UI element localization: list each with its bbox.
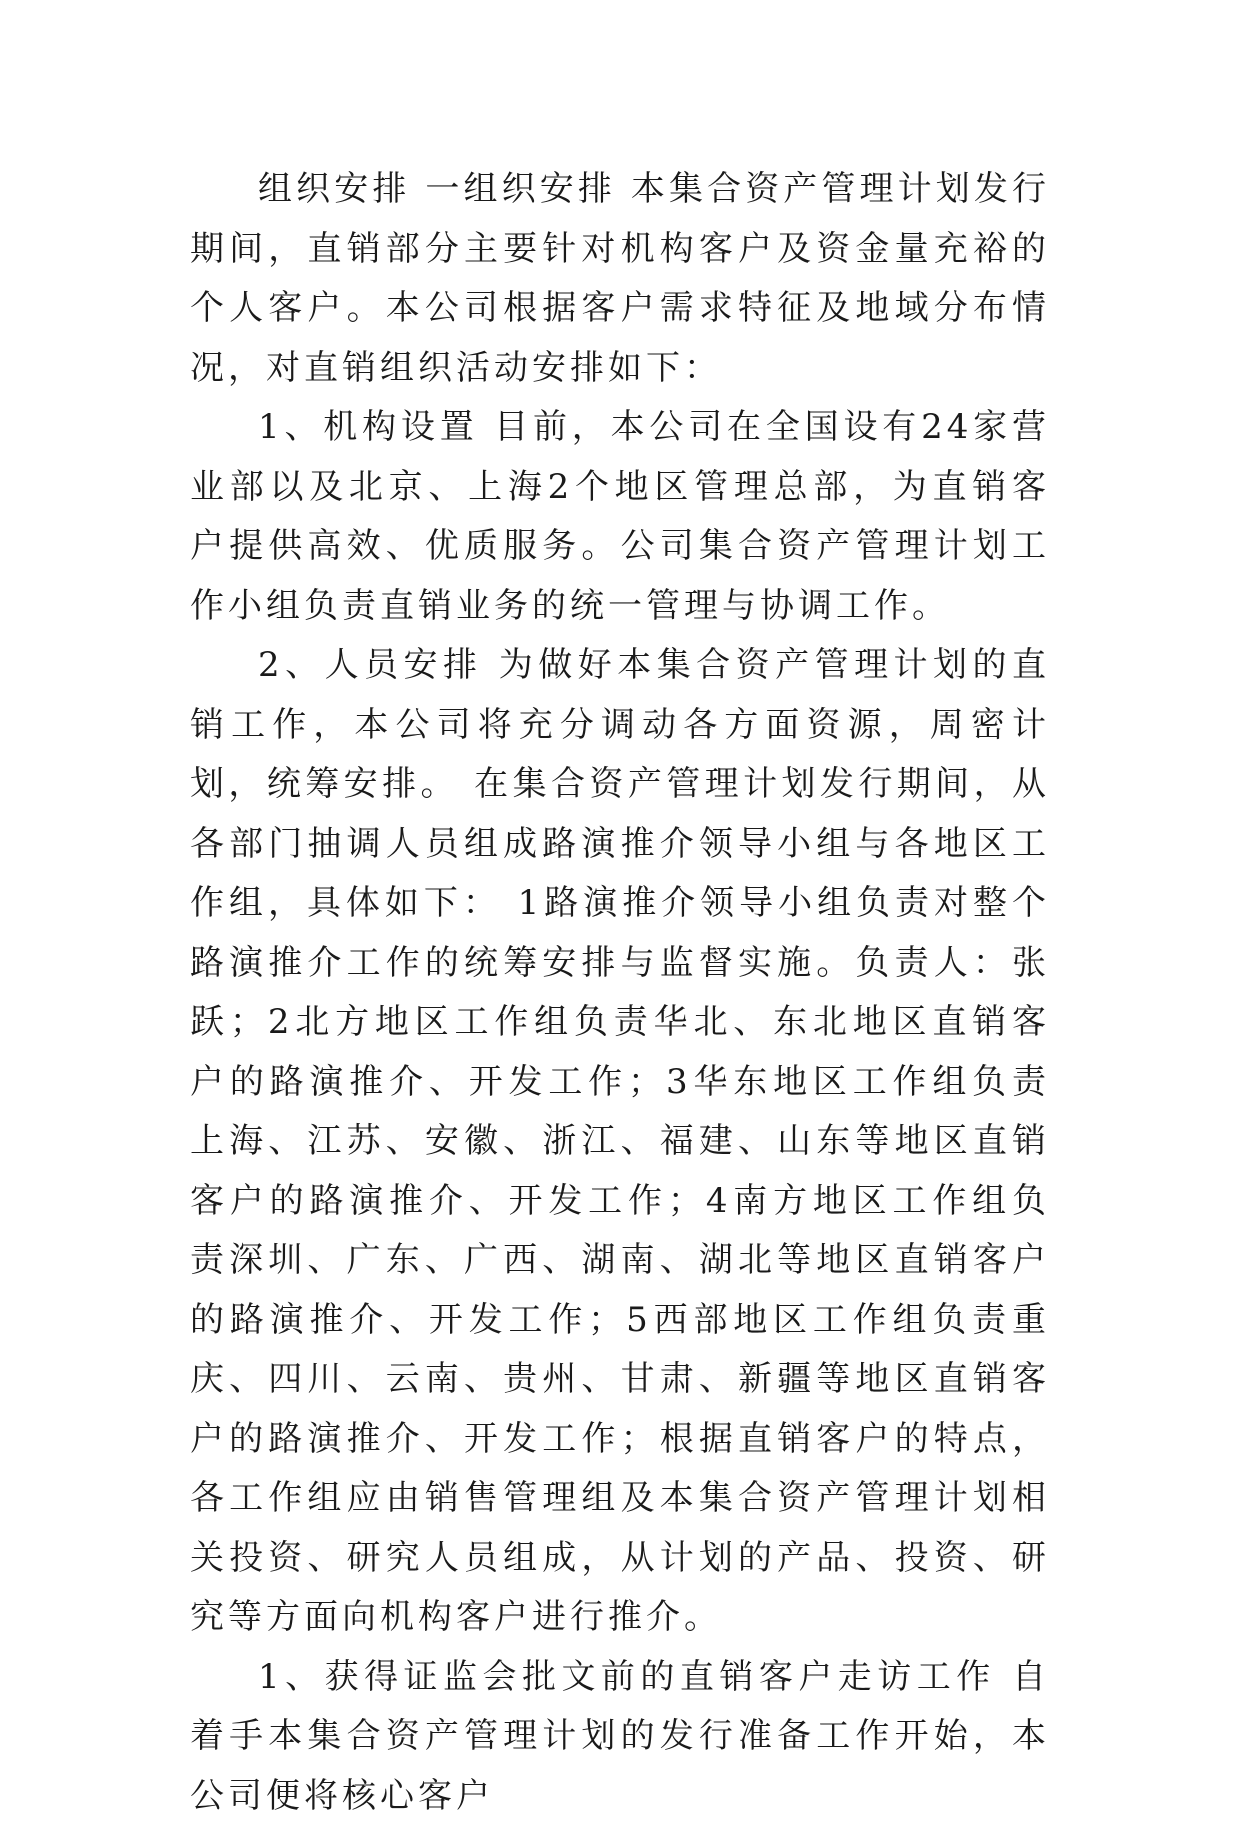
paragraph-staff-arrangement: 2、人员安排 为做好本集合资产管理计划的直销工作，本公司将充分调动各方面资源，周密计划，统筹安排。 在集合资产管理计划发行期间，从各部门抽调人员组成路演推介领导小组与各地区工作组，具体如下： 1路演推介领导小组负责对整个路演推介工作的统筹安排与监督实施。负责人：张跃；2北方地区工作组负责华北、东北地区直销客户的路演推介、开发工作；3华东地区工作组负责上海、江苏、安徽、浙江、福建、山东等地区直销客户的路演推介、开发工作；4南方地区工作组负责深圳、广东、广西、湖南、湖北等地区直销客户的路演推介、开发工作；5西部地区工作组负责重庆、四川、云南、贵州、甘肃、新疆等地区直销客户的路演推介、开发工作；根据直销客户的特点，各工作组应由销售管理组及本集合资产管理计划相关投资、研究人员组成，从计划的产品、投资、研究等方面向机构客户进行推介。 xyxy=(190,636,1050,1648)
document-body xyxy=(190,160,1050,1826)
paragraph-institution-setup: 1、机构设置 目前，本公司在全国设有24家营业部以及北京、上海2个地区管理总部，为直销客户提供高效、优质服务。公司集合资产管理计划工作小组负责直销业务的统一管理与协调工作。 xyxy=(190,398,1050,636)
paragraph-client-visits: 1、获得证监会批文前的直销客户走访工作 自着手本集合资产管理计划的发行准备工作开始，本公司便将核心客户 xyxy=(190,1648,1050,1826)
paragraph-organization: 组织安排 一组织安排 本集合资产管理计划发行期间，直销部分主要针对机构客户及资金量充裕的个人客户。本公司根据客户需求特征及地域分布情况，对直销组织活动安排如下： xyxy=(190,160,1050,398)
